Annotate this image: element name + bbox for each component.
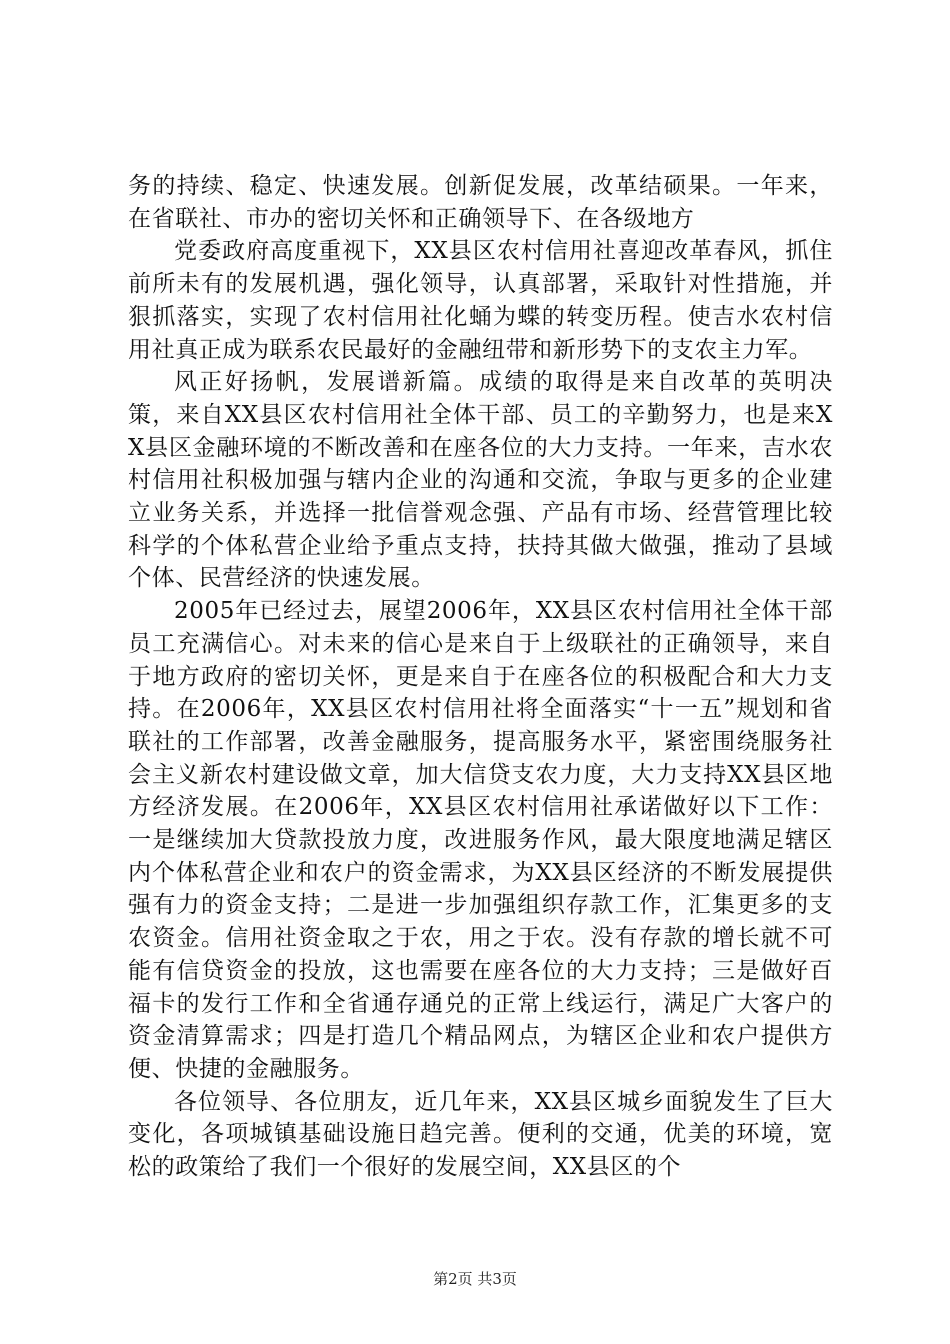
paragraph-5: 各位领导、各位朋友，近几年来，XX县区城乡面貌发生了巨大变化，各项城镇基础设施日趋完善。便利的交通，优美的环境，宽松的政策给了我们一个很好的发展空间，XX县区的个 xyxy=(128,1088,833,1181)
document-body xyxy=(128,170,833,1184)
paragraph-4: 2005年已经过去，展望2006年，XX县区农村信用社全体干部员工充满信心。对未来的信心是来自于上级联社的正确领导，来自于地方政府的密切关怀，更是来自于在座各位的积极配合和大力支持。在2006年，XX县区农村信用社将全面落实“十一五”规划和省联社的工作部署，改善金融服务，提高服务水平，紧密围绕服务社会主义新农村建设做文章，加大信贷支农力度，大力支持XX县区地方经济发展。在2006年，XX县区农村信用社承诺做好以下工作：一是继续加大贷款投放力度，改进服务作风，最大限度地满足辖区内个体私营企业和农户的资金需求，为XX县区经济的不断发展提供强有力的资金支持；二是进一步加强组织存款工作，汇集更多的支农资金。信用社资金取之于农，用之于农。没有存款的增长就不可能有信贷资金的投放，这也需要在座各位的大力支持；三是做好百福卡的发行工作和全省通存通兑的正常上线运行，满足广大客户的资金清算需求；四是打造几个精品网点，为辖区企业和农户提供方便、快捷的金融服务。 xyxy=(128,598,833,1082)
paragraph-2: 党委政府高度重视下，XX县区农村信用社喜迎改革春风，抓住前所未有的发展机遇，强化领导，认真部署，采取针对性措施，并狠抓落实，实现了农村信用社化蛹为蝶的转变历程。使吉水农村信用社真正成为联系农民最好的金融纽带和新形势下的支农主力军。 xyxy=(128,238,833,363)
paragraph-1: 务的持续、稳定、快速发展。创新促发展，改革结硕果。一年来，在省联社、市办的密切关怀和正确领导下、在各级地方 xyxy=(128,173,833,232)
page-number-footer: 第2页 共3页 xyxy=(433,1270,517,1288)
paragraph-3: 风正好扬帆，发展谱新篇。成绩的取得是来自改革的英明决策，来自XX县区农村信用社全体干部、员工的辛勤努力，也是来XX县区金融环境的不断改善和在座各位的大力支持。一年来，吉水农村信用社积极加强与辖内企业的沟通和交流，争取与更多的企业建立业务关系，并选择一批信誉观念强、产品有市场、经营管理比较科学的个体私营企业给予重点支持，扶持其做大做强，推动了县域个体、民营经济的快速发展。 xyxy=(128,369,833,592)
